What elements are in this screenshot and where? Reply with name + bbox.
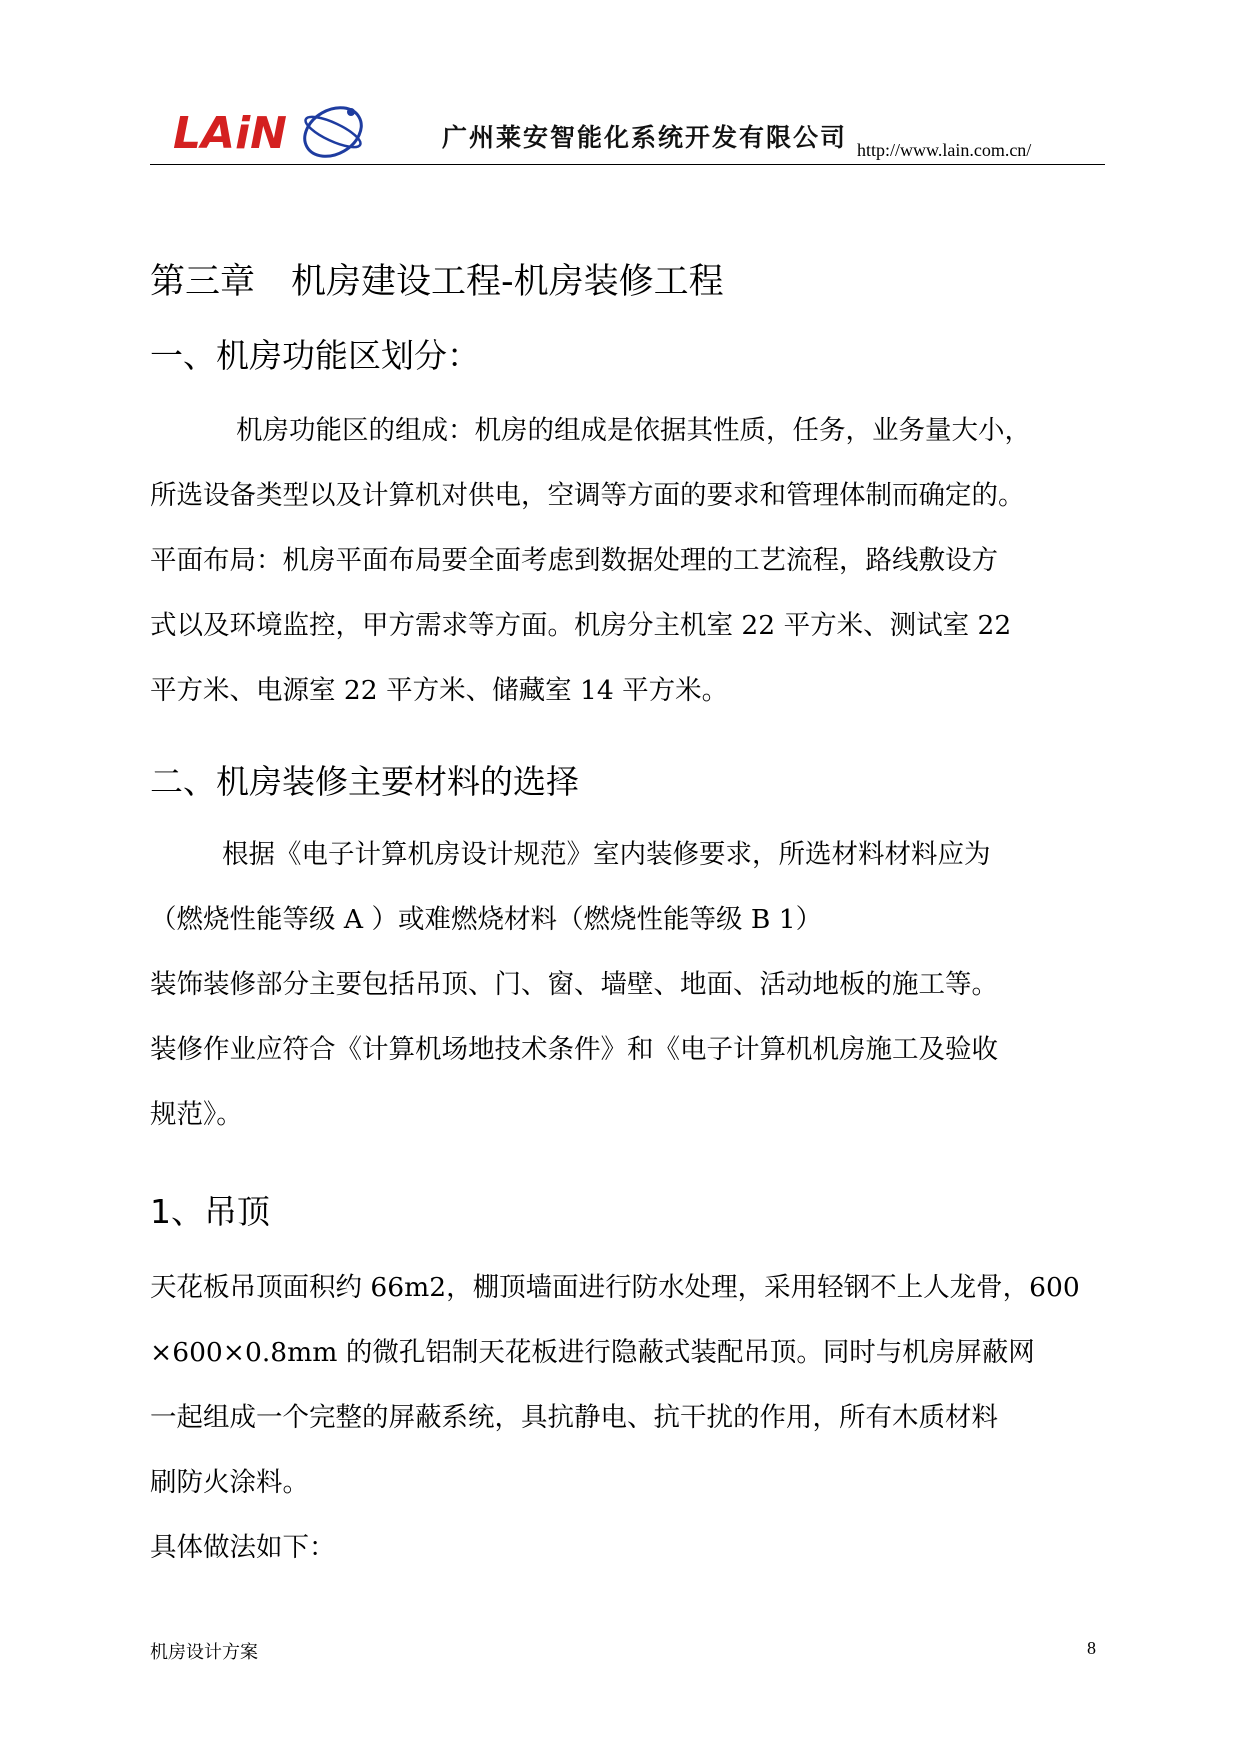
paragraph-line: （燃烧性能等级 A ）或难燃烧材料（燃烧性能等级 B 1） [150,904,823,935]
section-heading-1: 一、机房功能区划分： [150,336,480,375]
section1-paragraph [150,398,1110,723]
chapter-heading [150,254,724,304]
paragraph-line: 装修作业应符合《计算机场地技术条件》和《电子计算机机房施工及验收 [150,1034,998,1065]
paragraph-line: 式以及环境监控，甲方需求等方面。机房分主机室 22 平方米、测试室 22 [150,610,1012,641]
section-heading-2: 二、机房装修主要材料的选择 [150,762,579,801]
subsection1-paragraph [150,1255,1110,1580]
paragraph-line: 平方米、电源室 22 平方米、储藏室 14 平方米。 [150,675,729,706]
paragraph-line: 天花板吊顶面积约 66m2，棚顶墙面进行防水处理，采用轻钢不上人龙骨，600 [150,1272,1080,1303]
header-divider [150,164,1105,165]
subsection-heading-1: 1、吊顶 [150,1192,270,1231]
paragraph-line: 刷防火涂料。 [150,1467,309,1498]
website-url[interactable]: http://www.lain.com.cn/ [857,140,1032,160]
paragraph-line: 所选设备类型以及计算机对供电，空调等方面的要求和管理体制而确定的。 [150,480,1025,511]
paragraph-line: ×600×0.8mm 的微孔铝制天花板进行隐蔽式装配吊顶。同时与机房屏蔽网 [150,1337,1035,1368]
company-name: 广州莱安智能化系统开发有限公司 [442,123,848,152]
lain-logo [165,92,435,164]
paragraph-line: 装饰装修部分主要包括吊顶、门、窗、墙壁、地面、活动地板的施工等。 [150,969,998,1000]
chapter-number: 第三章 [150,262,256,302]
paragraph-line: 具体做法如下： [150,1532,336,1563]
paragraph-line: 一起组成一个完整的屏蔽系统，具抗静电、抗干扰的作用，所有木质材料 [150,1402,998,1433]
chapter-title: 机房建设工程-机房装修工程 [291,262,724,302]
logo-text: LAiN [173,108,287,159]
paragraph-line: 机房功能区的组成：机房的组成是依据其性质，任务，业务量大小， [236,415,1031,446]
paragraph-line: 规范》。 [150,1099,243,1130]
paragraph-line: 平面布局：机房平面布局要全面考虑到数据处理的工艺流程，路线敷设方 [150,545,998,576]
page-header [150,92,1105,164]
page-number: 8 [1087,1638,1096,1658]
footer-title: 机房设计方案 [150,1642,258,1663]
section2-paragraph [150,822,1110,1147]
paragraph-line: 根据《电子计算机房设计规范》室内装修要求，所选材料材料应为 [222,839,991,870]
